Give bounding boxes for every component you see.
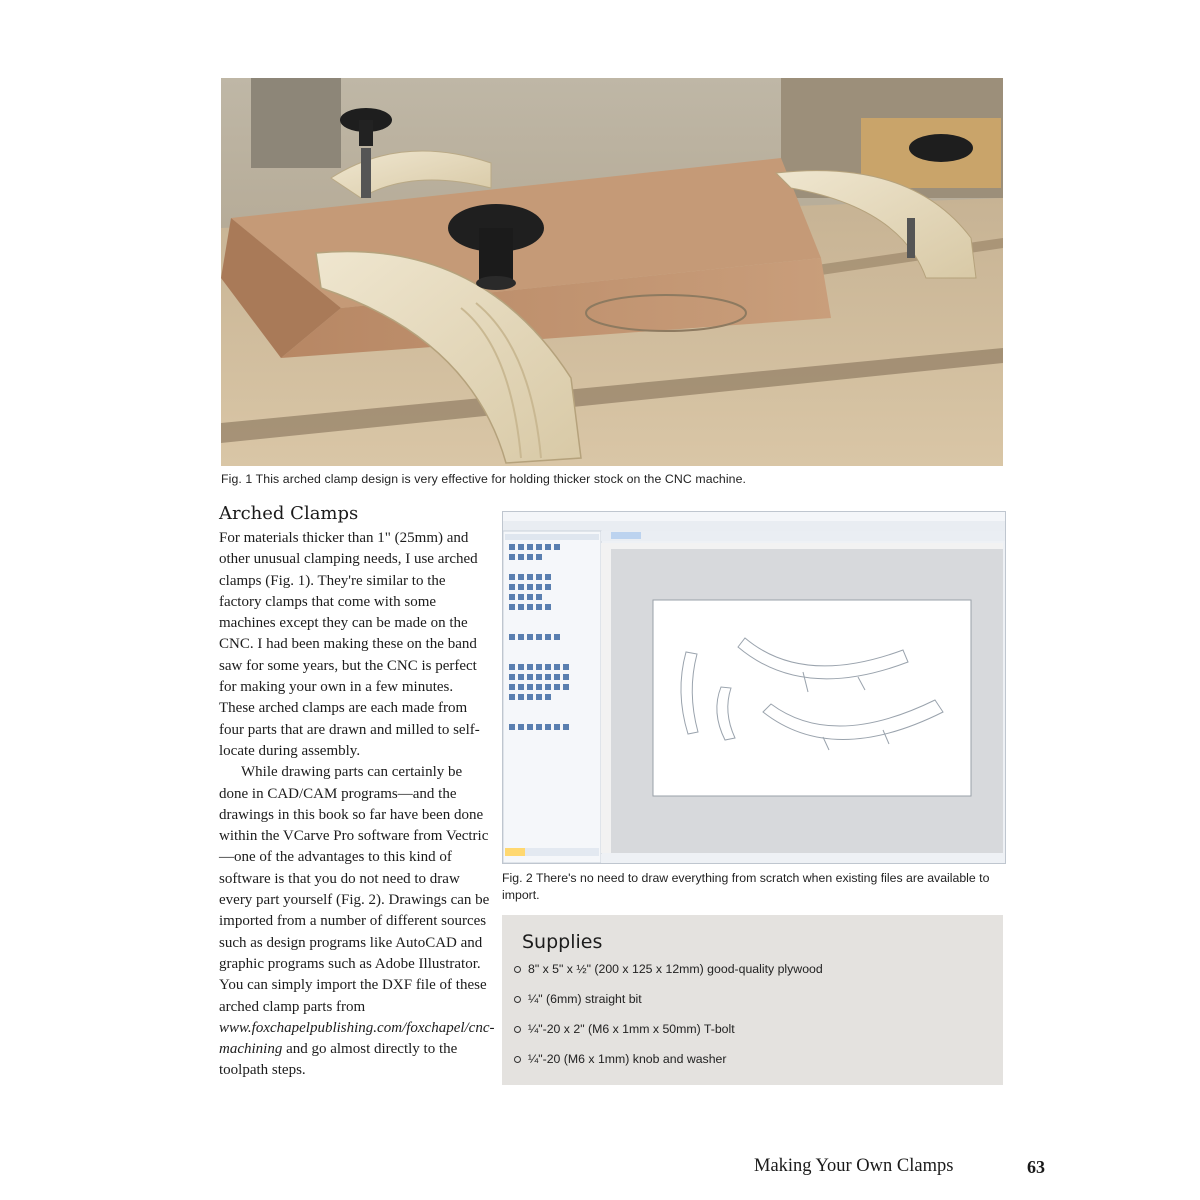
page-number: 63 xyxy=(1027,1157,1045,1177)
section-heading: Arched Clamps xyxy=(219,503,359,524)
supply-item: ¼"-20 (M6 x 1mm) knob and washer xyxy=(514,1051,823,1081)
paragraph-2 xyxy=(219,762,495,1081)
supply-item: ¼" (6mm) straight bit xyxy=(514,991,823,1021)
supply-item: 8" x 5" x ½" (200 x 125 x 12mm) good-quality plywood xyxy=(514,961,823,991)
supply-item: ¼"-20 x 2" (M6 x 1mm x 50mm) T-bolt xyxy=(514,1021,823,1051)
figure-1-caption: Fig. 1 This arched clamp design is very effective for holding thicker stock on the CNC machine. xyxy=(221,472,747,486)
paragraph-1: For materials thicker than 1" (25mm) and other unusual clamping needs, I use arched clamps (Fig. 1). They're similar to the factory clamps that come with some machines except they can be made on the CNC. I had been making these on the band saw for some years, but the CNC is perfect for making your own in a few minutes. These arched clamps are each made from four parts that are drawn and milled to self-locate during assembly. xyxy=(219,530,480,759)
figure-2-caption: Fig. 2 There's no need to draw everything from scratch when existing files are available to import. xyxy=(502,871,990,902)
figure-1-photo xyxy=(221,78,1003,466)
figure-2-software-screenshot xyxy=(502,511,1006,864)
supplies-box xyxy=(502,915,1003,1085)
bullet-icon xyxy=(514,1056,521,1063)
running-footer-title: Making Your Own Clamps xyxy=(754,1156,954,1176)
download-url: www.foxchapelpublishing.com/foxchapel/cnc-machining xyxy=(219,1019,495,1058)
bullet-icon xyxy=(514,1026,521,1033)
bullet-icon xyxy=(514,996,521,1003)
paragraph-2-end: and go almost directly to the toolpath steps. xyxy=(219,1041,458,1079)
vcarve-window-illustration xyxy=(503,512,1005,863)
paragraph-2-text: While drawing parts can certainly be done in CAD/CAM programs—and the drawings in this book so far have been done within the VCarve Pro software from Vectric—one of the advantages to this kind of software is that you do not need to draw every part yourself (Fig. 2). Drawings can be imported from a number of different sources such as design programs like AutoCAD and graphic programs such as Adobe Illustrator. You can simply import the DXF file of these arched clamp parts from xyxy=(219,764,490,1015)
supplies-title: Supplies xyxy=(522,931,603,953)
supplies-list xyxy=(514,961,823,1081)
bullet-icon xyxy=(514,966,521,973)
article-body xyxy=(219,528,495,1082)
arched-clamps-photo xyxy=(221,78,1003,466)
